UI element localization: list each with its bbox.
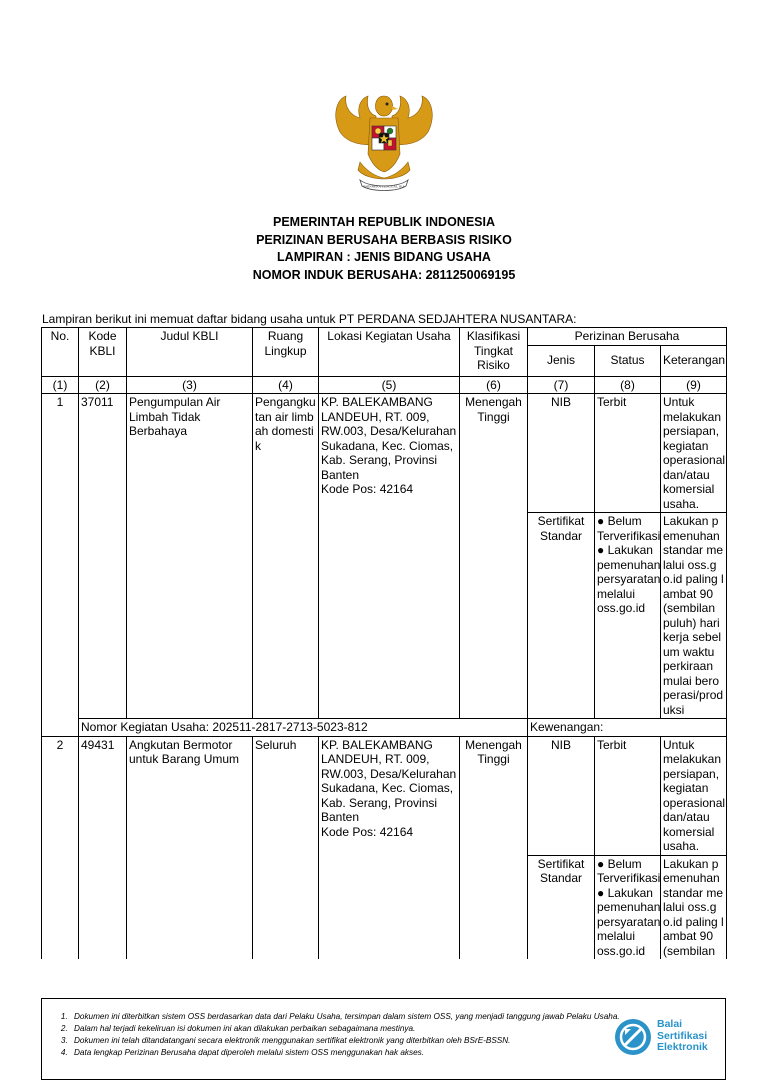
table-header-row: [42, 328, 727, 346]
kewenangan: Kewenangan:: [528, 719, 727, 737]
row-judul: Angkutan Bermotor untuk Barang Umum: [127, 736, 253, 959]
colnum-5: (5): [319, 376, 460, 394]
row-lokasi-kodepos: Kode Pos: 42164: [321, 824, 414, 839]
bsre-logo-text: [657, 1019, 708, 1054]
status-item-text: Lakukan pemenuhan persyaratan melalui oss.go.id: [597, 543, 661, 615]
colnum-9: (9): [661, 376, 727, 394]
status-item-text: Lakukan pemenuhan persyaratan melalui oss.go.id: [597, 885, 661, 958]
colnum-3: (3): [127, 376, 253, 394]
logo-line-1: Balai: [657, 1018, 683, 1030]
row-ruang: Pengangkutan air limbah domestik: [253, 394, 319, 719]
colnum-7: (7): [528, 376, 595, 394]
header-lokasi: Lokasi Kegiatan Usaha: [319, 328, 460, 377]
izin-status: [595, 513, 661, 719]
header-status: Status: [595, 345, 661, 376]
nomor-kegiatan: Nomor Kegiatan Usaha: 202511-2817-2713-5023-812: [79, 719, 528, 737]
row-ruang: Seluruh: [253, 736, 319, 959]
footer-note: 3. Dokumen ini telah ditandatangani secara elektronik menggunakan sertifikat elektronik yang diterbitkan oleh BSrE-BSSN.: [70, 1035, 640, 1047]
row-judul: Pengumpulan Air Limbah Tidak Berbahaya: [127, 394, 253, 719]
row-no: 2: [42, 736, 79, 959]
row-lokasi: [319, 394, 460, 719]
table-row: [42, 736, 727, 855]
table-row: [42, 394, 727, 513]
status-item: ● Lakukan pemenuhan persyaratan melalui oss.go.id: [597, 885, 661, 958]
izin-keterangan: Lakukan pemenuhan standar melalui oss.go.id paling lambat 90 (sembilan puluh) hari kerja sebelum waktu perkiraan mulai beroperasi/produksi: [661, 513, 727, 719]
status-item: ● Belum Terverifikasi: [597, 856, 661, 885]
header-keterangan: Keterangan: [661, 345, 727, 376]
colnum-4: (4): [253, 376, 319, 394]
colnum-6: (6): [460, 376, 528, 394]
row-kode: 37011: [79, 394, 127, 719]
status-item-text: Belum Terverifikasi: [597, 856, 661, 885]
header-perizinan: Perizinan Berusaha: [528, 328, 727, 346]
row-no: 1: [42, 394, 79, 737]
bsre-logo-icon: [613, 1017, 653, 1057]
header-line-4: NOMOR INDUK BERUSAHA: 2811250069195: [252, 267, 516, 282]
logo-line-3: Elektronik: [657, 1041, 708, 1053]
row-lokasi-address: KP. BALEKAMBANG LANDEUH, RT. 009, RW.003, Desa/Kelurahan Sukadana, Kec. Ciomas, Kab. Serang, Provinsi Banten: [321, 737, 457, 824]
status-item: ● Belum Terverifikasi: [597, 514, 661, 543]
row-klasifikasi: Menengah Tinggi: [460, 736, 528, 959]
header-line-2: PERIZINAN BERUSAHA BERBASIS RISIKO: [256, 232, 512, 247]
status-item-text: Belum Terverifikasi: [597, 514, 661, 543]
colnum-1: (1): [42, 376, 79, 394]
header-judul: Judul KBLI: [127, 328, 253, 377]
header-line-3: LAMPIRAN : JENIS BIDANG USAHA: [277, 250, 491, 264]
izin-jenis: Sertifikat Standar: [528, 855, 595, 959]
header-no: No.: [42, 328, 79, 377]
izin-jenis: Sertifikat Standar: [528, 513, 595, 719]
document-header: [0, 214, 768, 284]
row-lokasi-kodepos: Kode Pos: 42164: [321, 482, 414, 496]
header-klasifikasi: Klasifikasi Tingkat Risiko: [460, 328, 528, 377]
izin-status: [595, 855, 661, 959]
footer-note: 1. Dokumen ini diterbitkan sistem OSS berdasarkan data dari Pelaku Usaha, tersimpan dalam sistem OSS, yang menjadi tanggung jawab Pelaku Usaha.: [70, 1011, 640, 1023]
bsre-logo: [613, 1017, 713, 1061]
row-lokasi-address: KP. BALEKAMBANG LANDEUH, RT. 009, RW.003, Desa/Kelurahan Sukadana, Kec. Ciomas, Kab. Serang, Provinsi Banten: [321, 395, 457, 482]
logo-line-2: Sertifikasi: [657, 1029, 708, 1042]
footer-note: 2. Dalam hal terjadi kekeliruan isi dokumen ini akan dilakukan perbaikan sebagaimana mestinya.: [70, 1023, 640, 1035]
footer-notes: [41, 998, 726, 1080]
header-ruang: Ruang Lingkup: [253, 328, 319, 377]
footer-note-list: [42, 999, 640, 1059]
row-lokasi: [319, 736, 460, 959]
izin-jenis: NIB: [528, 394, 595, 513]
izin-keterangan: Untuk melakukan persiapan, kegiatan operasional dan/atau komersial usaha.: [661, 394, 727, 513]
izin-keterangan: Lakukan pemenuhan standar melalui oss.go.id paling lambat 90 (sembilan: [661, 855, 727, 959]
emblem-motto: BHINNEKA TUNGGAL IKA: [363, 184, 405, 189]
izin-keterangan: Untuk melakukan persiapan, kegiatan operasional dan/atau komersial usaha.: [661, 736, 727, 855]
header-jenis: Jenis: [528, 345, 595, 376]
izin-status: Terbit: [595, 394, 661, 513]
garuda-emblem: [330, 92, 438, 194]
izin-status: Terbit: [595, 736, 661, 855]
intro-text: Lampiran berikut ini memuat daftar bidang usaha untuk PT PERDANA SEDJAHTERA NUSANTARA:: [42, 312, 577, 326]
footer-note: 4. Data lengkap Perizinan Berusaha dapat diperoleh melalui sistem OSS menggunakan hak akses.: [70, 1047, 640, 1059]
izin-jenis: NIB: [528, 736, 595, 855]
column-number-row: [42, 376, 727, 394]
row-klasifikasi: Menengah Tinggi: [460, 394, 528, 719]
header-kode: Kode KBLI: [79, 328, 127, 377]
header-line-1: PEMERINTAH REPUBLIK INDONESIA: [272, 215, 495, 229]
colnum-8: (8): [595, 376, 661, 394]
activity-number-row: [42, 719, 727, 737]
colnum-2: (2): [79, 376, 127, 394]
status-item: ● Lakukan pemenuhan persyaratan melalui oss.go.id: [597, 543, 661, 615]
business-field-table: [41, 327, 727, 959]
row-kode: 49431: [79, 736, 127, 959]
